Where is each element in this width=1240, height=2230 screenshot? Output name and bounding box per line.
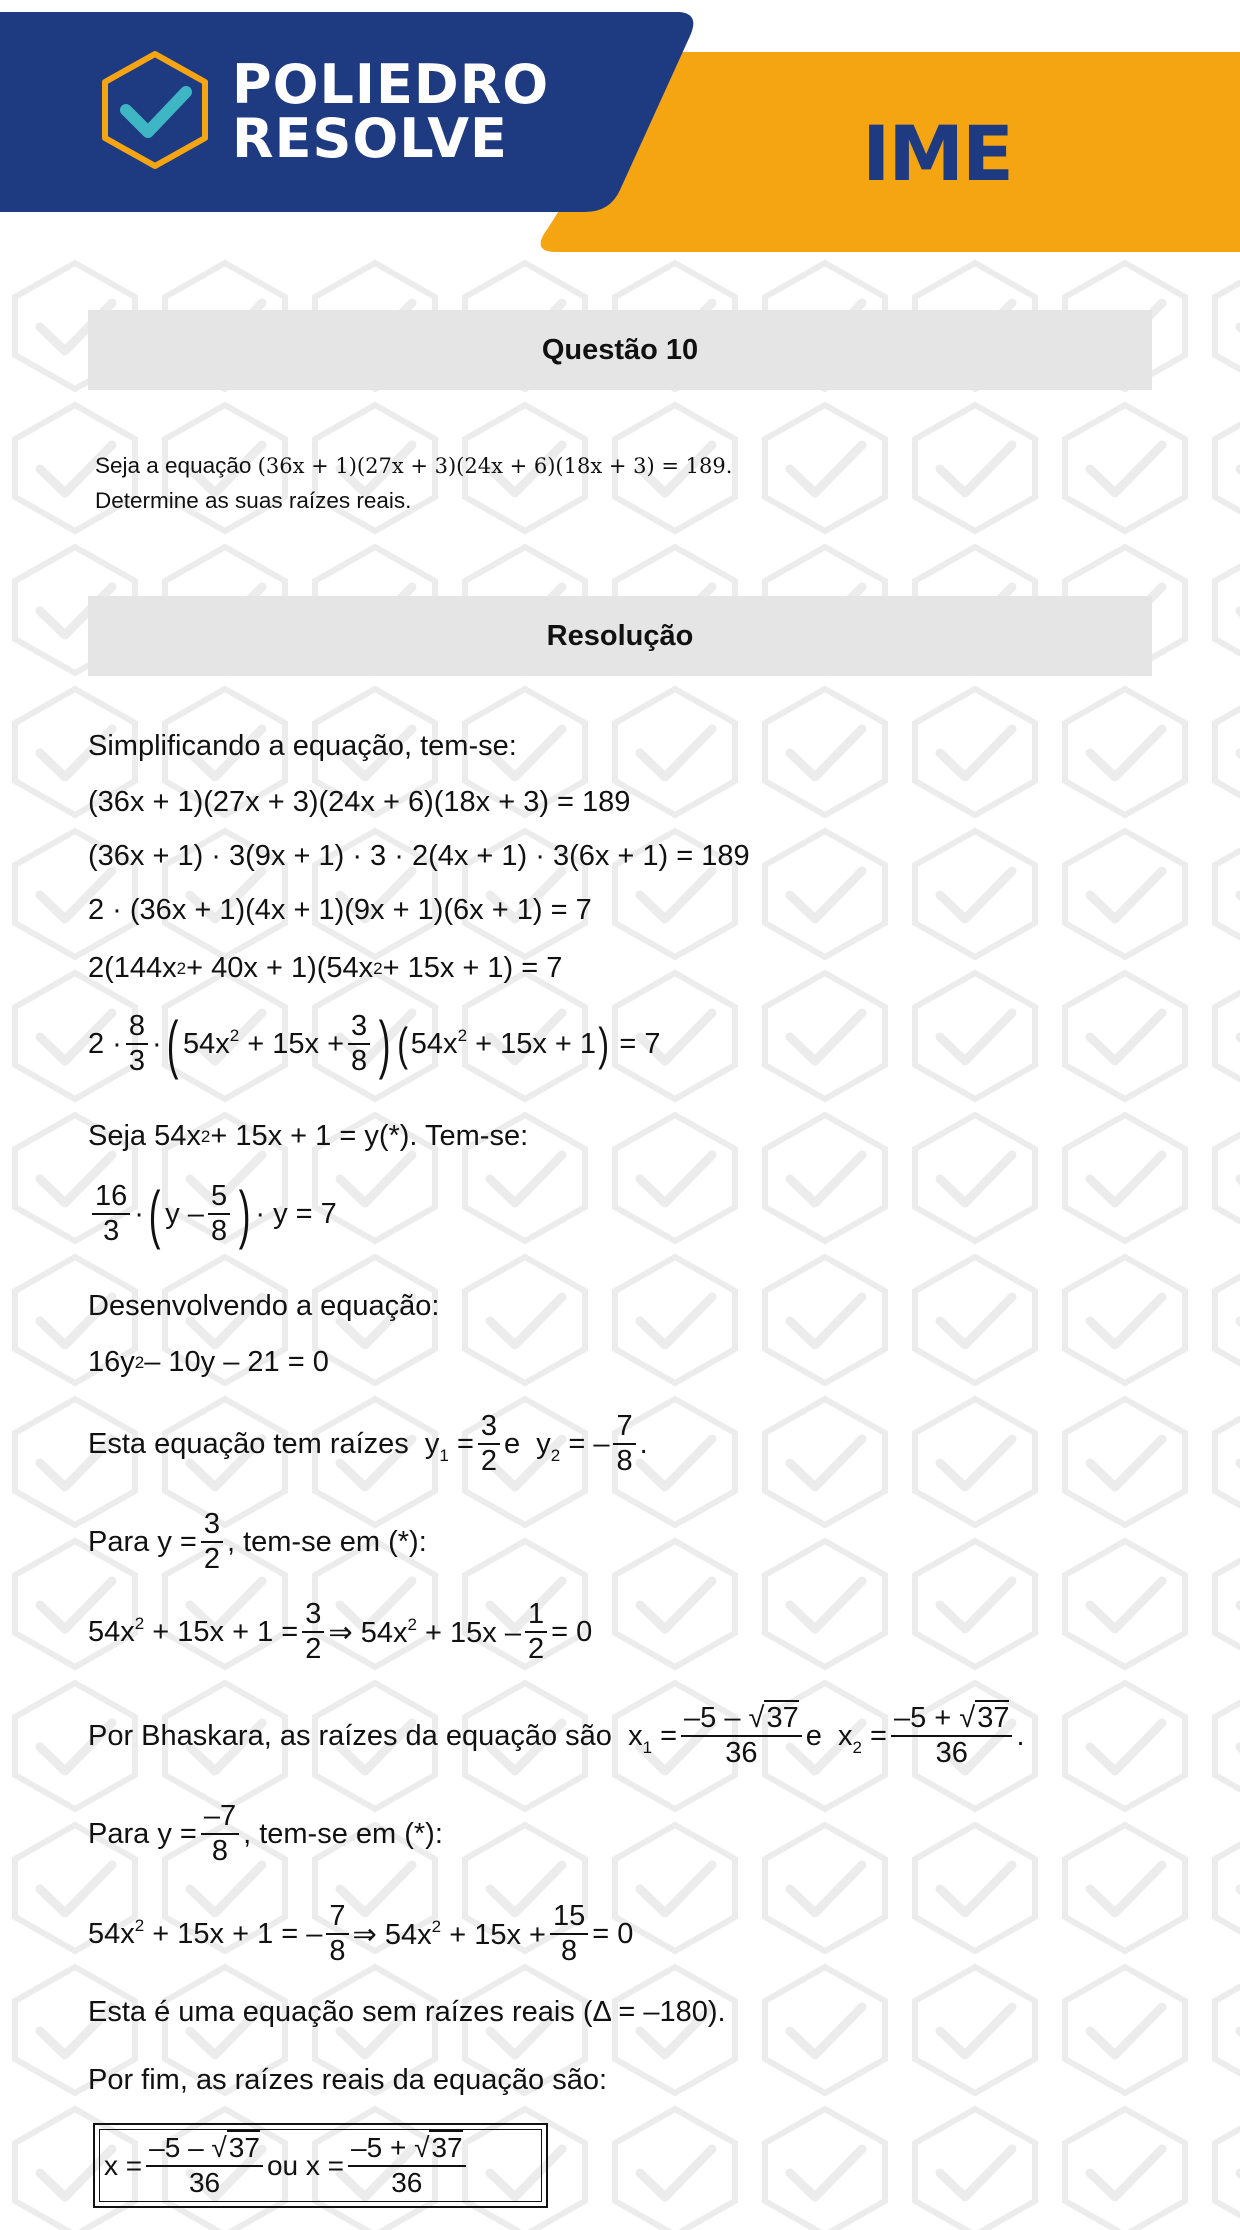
question-equation: (36x + 1)(27x + 3)(24x + 6)(18x + 3) = 189.	[257, 454, 733, 478]
quadratic-case-1: $54x^2 + 15x + 1$ = $\frac{3}{2}$ ⇒ $54x^2 + 15x$ – $\frac{1}{2}$ = 0	[88, 1598, 593, 1666]
equation-step-3: 2 · (36x + 1)(4x + 1)(9x + 1)(6x + 1) = 7	[88, 894, 592, 926]
fraction-3-8: $\frac{3}{8}$	[348, 1010, 370, 1079]
simplify-intro: Simplificando a equação, tem-se:	[88, 730, 517, 762]
substitution-line: Seja 54x 2 + 15x + 1 = y(*). Tem-se:	[88, 1120, 529, 1152]
resolution-title-bar: Resolução	[88, 596, 1152, 676]
quadratic-in-y: 16y 2 – 10y – 21 = 0	[88, 1346, 329, 1378]
fraction-5-8: $\frac{5}{8}$	[208, 1180, 230, 1249]
final-intro: Por fim, as raízes reais da equação são:	[88, 2064, 608, 2096]
root-x2: $\frac{-5 + √37}{36}$	[891, 1702, 1013, 1771]
equation-in-y: $\frac{16}{3}$ · ( y – $\frac{5}{8}$ ) · y = 7	[88, 1180, 337, 1249]
brand-title-line2: RESOLVE	[232, 107, 508, 170]
question-ask: Determine as suas raízes reais.	[95, 488, 412, 513]
no-real-roots-note: Esta é uma equação sem raízes reais (Δ = –180).	[88, 1996, 726, 2028]
equation-step-2: (36x + 1) · 3(9x + 1) · 3 · 2(4x + 1) · 3(6x + 1) = 189	[88, 840, 750, 872]
header-banner	[0, 0, 1240, 260]
question-intro: Seja a equação	[95, 453, 252, 478]
final-answer-box: x = $\frac{-5 - √37}{36}$ ou x = $\frac{-5 + √37}{36}$	[93, 2123, 548, 2208]
exam-label: IME	[862, 109, 1012, 198]
equation-step-4: 2(144x 2 + 40x + 1)(54x 2 + 15x + 1) = 7	[88, 952, 563, 984]
equation-step-1: (36x + 1)(27x + 3)(24x + 6)(18x + 3) = 189	[88, 786, 631, 818]
fraction-7-8: $\frac{7}{8}$	[613, 1410, 635, 1479]
bhaskara-roots: Por Bhaskara, as raízes da equação são $x_1$ = $\frac{-5 - √37}{36}$ e $x_2$ = $\frac{-5 + √37}{36}$ .	[88, 1702, 1025, 1770]
roots-in-y: Esta equação tem raízes $y_1$ = $\frac{3}{2}$ e $y_2$ = – $\frac{7}{8}$ .	[88, 1410, 648, 1478]
fraction-8-3: $\frac{8}{3}$	[126, 1010, 148, 1079]
brand-title-line1: POLIEDRO	[232, 53, 550, 116]
develop-intro: Desenvolvendo a equação:	[88, 1290, 440, 1322]
equation-step-5: 2 · $\frac{8}{3}$ · ( $54x^2 + 15x$ + $\frac{3}{8}$ ) ( $54x^2 + 15x + 1$ ) = 7	[88, 1008, 661, 1081]
question-title-bar: Questão 10	[88, 310, 1152, 390]
case-y-minus-7-8: Para y = $\frac{-7}{8}$ , tem-se em (*):	[88, 1800, 443, 1868]
root-x1: $\frac{-5 - √37}{36}$	[681, 1702, 802, 1771]
quadratic-case-2: $54x^2 + 15x + 1$ = – $\frac{7}{8}$ ⇒ $54x^2 + 15x$ + $\frac{15}{8}$ = 0	[88, 1900, 634, 1968]
case-y-3-2: Para y = $\frac{3}{2}$ , tem-se em (*):	[88, 1508, 427, 1576]
fraction-3-2: $\frac{3}{2}$	[478, 1410, 500, 1479]
question-statement	[95, 448, 732, 484]
fraction-16-3: $\frac{16}{3}$	[92, 1180, 130, 1249]
